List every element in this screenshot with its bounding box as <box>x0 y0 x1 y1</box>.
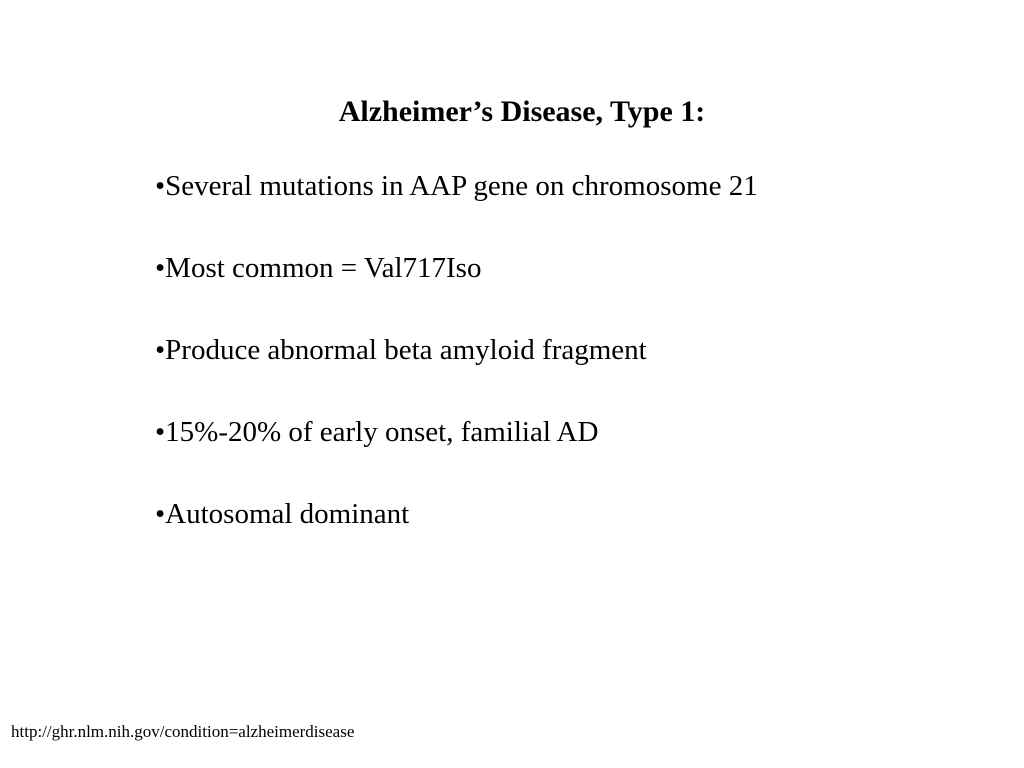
bullet-text: Autosomal dominant <box>165 498 410 530</box>
bullet-dot: • <box>155 252 166 284</box>
source-url: http://ghr.nlm.nih.gov/condition=alzheimerdisease <box>11 722 355 741</box>
bullet-item <box>155 330 758 370</box>
bullet-text: Most common = Val717Iso <box>165 252 482 284</box>
bullet-item <box>155 166 758 206</box>
bullet-item <box>155 248 758 288</box>
bullet-dot: • <box>155 416 166 448</box>
bullet-text: Several mutations in AAP gene on chromosome 21 <box>165 170 758 202</box>
bullet-dot: • <box>155 170 166 202</box>
bullet-text: Produce abnormal beta amyloid fragment <box>165 334 647 366</box>
bullet-dot: • <box>155 334 166 366</box>
slide-title: Alzheimer’s Disease, Type 1: <box>338 95 706 128</box>
bullet-text: 15%-20% of early onset, familial AD <box>165 416 599 448</box>
bullet-item <box>155 412 758 452</box>
bullet-item <box>155 494 758 534</box>
bullet-dot: • <box>155 498 166 530</box>
bullet-list <box>155 166 758 576</box>
